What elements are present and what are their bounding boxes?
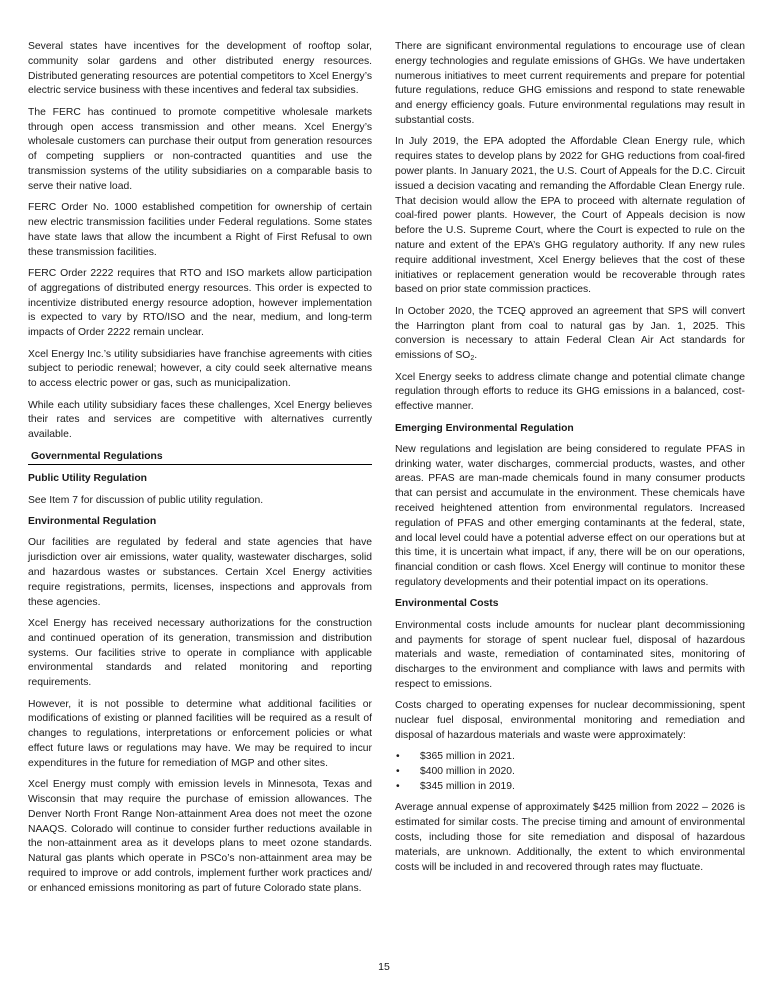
bullet-icon: • [396,766,400,778]
paragraph-tceq-harrington [395,305,745,364]
paragraph-facilities-regulated: Our facilities are regulated by federal and state agencies that have jurisdiction over air emissions, water quality, wastewater discharges, solid and hazardous wastes or substances. Certain Xcel Energy activities require registrations, permits, licenses, inspections and approvals from these agencies. [28,537,372,608]
bullet-icon: • [396,781,400,792]
paragraph-operating-expenses: Costs charged to operating expenses for nuclear decommissioning, spent nuclear fuel disposal, environmental monitoring and remediation and disposal of hazardous materials and waste were approximately: [395,700,745,742]
tceq-suffix: . [474,350,478,362]
paragraph-ferc-order-2222: FERC Order 2222 requires that RTO and ISO markets allow participation of aggregations of distributed energy resources. This order is expected to incentivize distributed energy resource adoption, however implementation is expected to vary by RTO/ISO and the near, medium, and long-term impacts of Order 2222 remain unclear. [28,267,372,339]
paragraph-franchise-agreements: Xcel Energy Inc.’s utility subsidiaries have franchise agreements with cities subject to periodic renewal; however, a city could seek alternative means to access electric power or gas, such as municipalization. [28,348,372,390]
section-header-governmental-regulations: Governmental Regulations [28,449,372,465]
paragraph-competitive-rates: While each utility subsidiary faces these challenges, Xcel Energy believes their rates and services are competitive with alternatives currently available. [28,399,372,441]
cost-bullet-list [395,750,745,794]
paragraph-rooftop-solar: Several states have incentives for the development of rooftop solar, community solar gardens and other distributed energy resources. Distributed generating resources are potential competitors to Xcel Energy’s electric service business with these incentives and federal tax subsidies. [28,41,372,97]
bullet-icon: • [396,751,400,763]
paragraph-pfas: New regulations and legislation are being considered to regulate PFAS in drinking water, water discharges, commercial products, wastes, and other areas. PFAS are man-made chemicals found in many consumer products that can persist and accumulate in the environment. These chemicals have received heightened attention from environmental regulators. Increased regulation of PFAS and other emerging contaminants at the federal, state, and local level could have a potential adverse effect on our operations but at this time, it is uncertain what impact, if any, there will be on our operations, financial condition or cash flows. Xcel Energy will continue to monitor these regulatory developments and their potential impact on its operations. [395,443,745,589]
paragraph-public-utility: See Item 7 for discussion of public utility regulation. [28,494,264,506]
paragraph-climate-change: Xcel Energy seeks to address climate change and potential climate change regulation through efforts to reduce its GHG emissions in a balanced, cost-effective manner. [395,371,745,413]
paragraph-authorizations: Xcel Energy has received necessary authorizations for the construction and continued operation of its generation, transmission and distribution systems. Our facilities strive to operate in compliance with applicable environmental standards and related monitoring and reporting requirements. [28,618,372,689]
list-item: • $365 million in 2021. [395,750,745,765]
paragraph-emission-levels: Xcel Energy must comply with emission levels in Minnesota, Texas and Wisconsin that may require the purchase of emission allowances. The Denver North Front Range Non-attainment Area does not meet the ozone NAAQS. Colorado will continue to consider further reductions available in the non-attainment area as it develops plans to meet ozone standards. Natural gas plants which operate in PSCo’s non-attainment area may be required to improve or add controls, implement further work practices and/ or enhanced emissions monitoring as part of future Colorado state plans. [28,779,372,894]
paragraph-environmental-costs: Environmental costs include amounts for nuclear plant decommissioning and payments for storage of spent nuclear fuel, disposal of hazardous materials and waste, remediation of contaminated sites, monitoring of discharges to the environment and compliance with laws and permits with respect to emissions. [395,619,745,691]
paragraph-ferc-wholesale: The FERC has continued to promote competitive wholesale markets through open access transmission and other means. Xcel Energy’s wholesale customers can purchase their output from generation resources of competing suppliers or non-contracted quantities and use the transmission systems of the utility subsidiaries on a comparable basis to serve their native load. [28,106,372,192]
left-column [28,40,372,903]
paragraph-ghg-regulations: There are significant environmental regulations to encourage use of clean energy technologies and regulate emissions of GHGs. We have undertaken numerous initiatives to meet current requirements and prepare for potential future regulations, reduce GHG emissions and respond to state renewable and energy efficiency goals. Future environmental regulations may result in substantial costs. [395,41,745,126]
heading-emerging-environmental-regulation: Emerging Environmental Regulation [395,422,574,434]
heading-environmental-regulation: Environmental Regulation [28,516,157,528]
paragraph-affordable-clean-energy: In July 2019, the EPA adopted the Affordable Clean Energy rule, which requires states to develop plans by 2022 for GHG reductions from coal-fired power plants. In January 2021, the U.S. Court of Appeals for the D.C. Circuit issued a decision vacating and remanding the Affordable Clean Energy rule. That decision would allow the EPA to proceed with alternate regulation of coal-fired power plants. However, the Court of Appeals decision is now before the U.S. Supreme Court, where the Court is expected to rule on the nature and extent of the EPA’s GHG regulatory authority. If any new rules require additional investment, Xcel Energy believes that the cost of these initiatives or replacement generation would be recoverable through rates based on prior state commission practices. [395,136,745,296]
paragraph-ferc-order-1000: FERC Order No. 1000 established competition for ownership of certain new electric transmission facilities under Federal regulations. Some states have state laws that allow the incumbent a Right of First Refusal to own these transmission facilities. [28,202,372,258]
heading-environmental-costs: Environmental Costs [395,598,499,610]
heading-public-utility-regulation: Public Utility Regulation [28,473,147,485]
paragraph-additional-facilities: However, it is not possible to determine what additional facilities or modifications of existing or planned facilities will be required as a result of changes to regulations, interpretations or enforcement policies or what effect future laws or regulations may have. We may be required to incur expenditures in the future for remediation of MGP and other sites. [28,698,372,769]
paragraph-average-annual-expense: Average annual expense of approximately $425 million from 2022 – 2026 is estimated for similar costs. The precise timing and amount of environmental costs, including those for site remediation and disposal of hazardous materials, are unknown. Additionally, the extent to which environmental costs will be included in and recovered through rates may fluctuate. [395,802,745,873]
list-item: • $345 million in 2019. [395,780,745,795]
so2-subscript: 2 [470,355,475,363]
tceq-text: In October 2020, the TCEQ approved an agreement that SPS will convert the Harrington plant from coal to natural gas by Jan. 1, 2025. This conversion is necessary to attain Federal Clean Air Act standards for emissions of SO [395,305,745,362]
list-item: • $400 million in 2020. [395,765,745,780]
page-number: 15 [378,961,390,973]
right-column [395,40,745,882]
